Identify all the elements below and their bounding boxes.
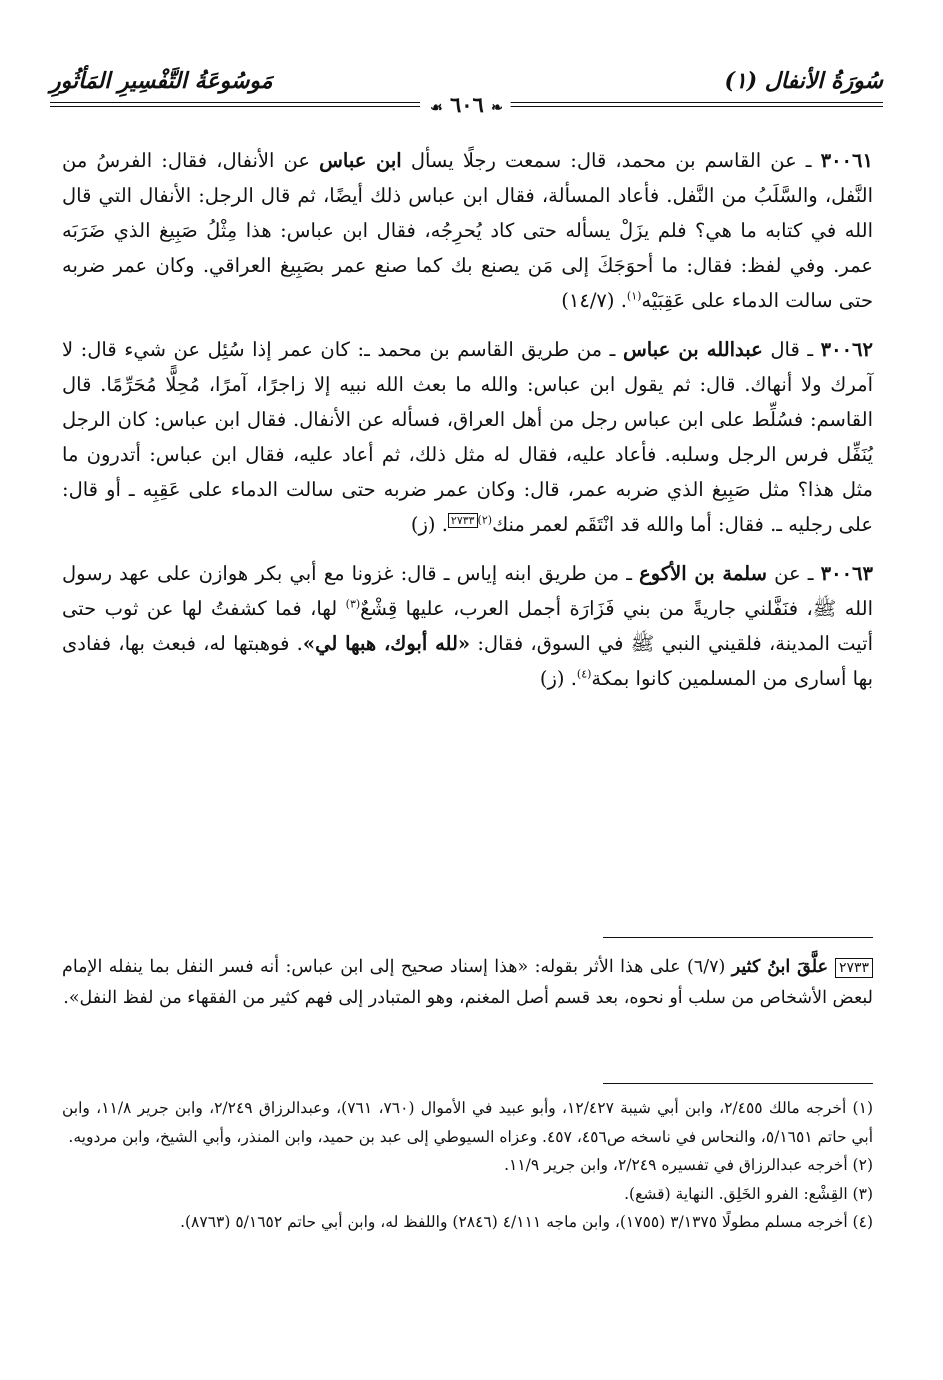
footnote: (٣) القِشْع: الفرو الخَلِق. النهاية (قشع). <box>624 1184 873 1203</box>
comment-ref-box[interactable]: ٢٧٣٣ <box>448 513 478 528</box>
main-text <box>62 143 873 710</box>
footnote-separator <box>603 1083 873 1084</box>
hadith-entry: ٣٠٠٦٢ ـ قال عبدالله بن عباس ـ من طريق القاسم بن محمد ـ: كان عمر إذا سُئِل عن شيء قال: لا آمرك ولا أنهاك. قال: ثم يقول ابن عباس: والله ما بعث الله نبيه إلا زاجرًا، آمرًا، مُحِلًّا مُحَرِّمًا. قال القاسم: فسُلِّط على ابن عباس رجل من أهل العراق، فسأله عن الأنفال. فقال ابن عباس: كان الرجل يُنَفِّل فرس الرجل وسلبه. فأعاد عليه، فقال له مثل ذلك، ثم أعاد عليه، فقال ابن عباس: أتدرون ما مثل هذا؟ مثل صَبِيغ الذي ضربه عمر، قال: وكان عمر ضربه حتى سالت الدماء على عَقِبِه ـ أو قال: على رجليه ـ. فقال: أما والله قد انْتَقَم لعمر منك$^{(٢)}$٢٧٣٣. (ز) <box>62 338 873 536</box>
ornament-icon: ❧ <box>491 100 503 116</box>
prophet-quote: «لله أبوك، هبها لي» <box>302 632 471 655</box>
hadith-entry: ٣٠٠٦١ ـ عن القاسم بن محمد، قال: سمعت رجلًا يسأل ابن عباس عن الأنفال، فقال: الفرسُ من النَّفل، والسَّلَبُ من النَّفل. فأعاد المسألة، فقال ابن عباس ذلك أيضًا، ثم قال الرجل: الأنفال التي قال الله في كتابه ما هي؟ فلم يزَلْ يسأله حتى كاد يُحرِجُه، فقال ابن عباس: هذا مِثْلُ صَبِيغ الذي ضَرَبَه عمر. وفي لفظ: فقال: ما أحوَجَكَ إلى مَن يصنع بك كما صنع عمر بصَبِيغ العراقي. وكان عمر ضربه حتى سالت الدماء على عَقِبَيْه$^{(١)}$. (١٤/٧) <box>62 149 873 312</box>
ornament-icon: ☙ <box>430 100 443 116</box>
footnote-ref[interactable]: (١) <box>626 289 642 303</box>
page-header <box>50 62 883 132</box>
narrator-name: ابن عباس <box>319 149 402 172</box>
comment-number-box: ٢٧٣٣ <box>835 958 873 978</box>
footnotes <box>62 1094 873 1237</box>
surah-title: سُورَةُ الأنفال (١) <box>724 68 883 94</box>
scholar-comment: ٢٧٣٣ علَّقَ ابنُ كثير (٦/٧) على هذا الأثر بقوله: «هذا إسناد صحيح إلى ابن عباس: أنه فسر النفل بما ينفله الإمام لبعض الأشخاص من سلب أو نحوه، بعد قسم أصل المغنم، وهو المتبادر إلى فهم كثير من الفقهاء من لفظ النفل». <box>62 957 873 1008</box>
footnote: (١) أخرجه مالك ٢/٤٥٥، وابن أبي شيبة ١٢/٤٢٧، وأبو عبيد في الأموال (٧٦٠، ٧٦١)، وعبدالرزاق ٢/٢٤٩، وابن جرير ١١/٨، وابن أبي حاتم ٥/١٦٥١، والنحاس في ناسخه ص٤٥٦، ٤٥٧. وعزاه السيوطي إلى عبد بن حميد، وابن المنذر، وأبي الشيخ، وابن مردويه. <box>62 1099 873 1146</box>
entry-number: ٣٠٠٦٣ <box>820 562 873 585</box>
footnote-ref[interactable]: (٣) <box>345 597 361 611</box>
hadith-entry: ٣٠٠٦٣ ـ عن سلمة بن الأكوع ـ من طريق ابنه إياس ـ قال: غزونا مع أبي بكر هوازن على عهد رسول الله ﷺ، فنَفَّلني جاريةً من بني فَزَارَة أجمل العرب، عليها قِشْعٌ$^{(٣)}$ لها، فما كشفتُ لها عن ثوب حتى أتيت المدينة، فلقيني النبي ﷺ في السوق، فقال: «لله أبوك، هبها لي». فوهبتها له، فبعث بها، ففادى بها أسارى من المسلمين كانوا بمكة$^{(٤)}$. (ز) <box>62 562 874 690</box>
footnote: (٤) أخرجه مسلم مطولًا ٣/١٣٧٥ (١٧٥٥)، وابن ماجه ٤/١١١ (٢٨٤٦) واللفظ له، وابن أبي حاتم ٥/١٦٥٢ (٨٧٦٣). <box>180 1213 873 1231</box>
book-title: مَوسُوعَةُ التَّفْسِيرِ المَأثُورِ <box>50 68 273 94</box>
footnote-ref[interactable]: (٤) <box>576 667 592 681</box>
entry-number: ٣٠٠٦١ <box>820 149 873 172</box>
narrator-name: عبدالله بن عباس <box>622 338 763 361</box>
narrator-name: سلمة بن الأكوع <box>639 562 767 585</box>
footnote-ref[interactable]: (٢) <box>477 513 493 527</box>
entry-number: ٣٠٠٦٢ <box>820 338 873 361</box>
page-number: ❧ ٦٠٦ ☙ <box>422 92 511 117</box>
commentator-name: علَّقَ ابنُ كثير <box>731 957 835 977</box>
footnote: (٢) أخرجه عبدالرزاق في تفسيره ٢/٢٤٩، وابن جرير ١١/٩. <box>504 1156 873 1174</box>
comment-separator <box>603 937 873 938</box>
